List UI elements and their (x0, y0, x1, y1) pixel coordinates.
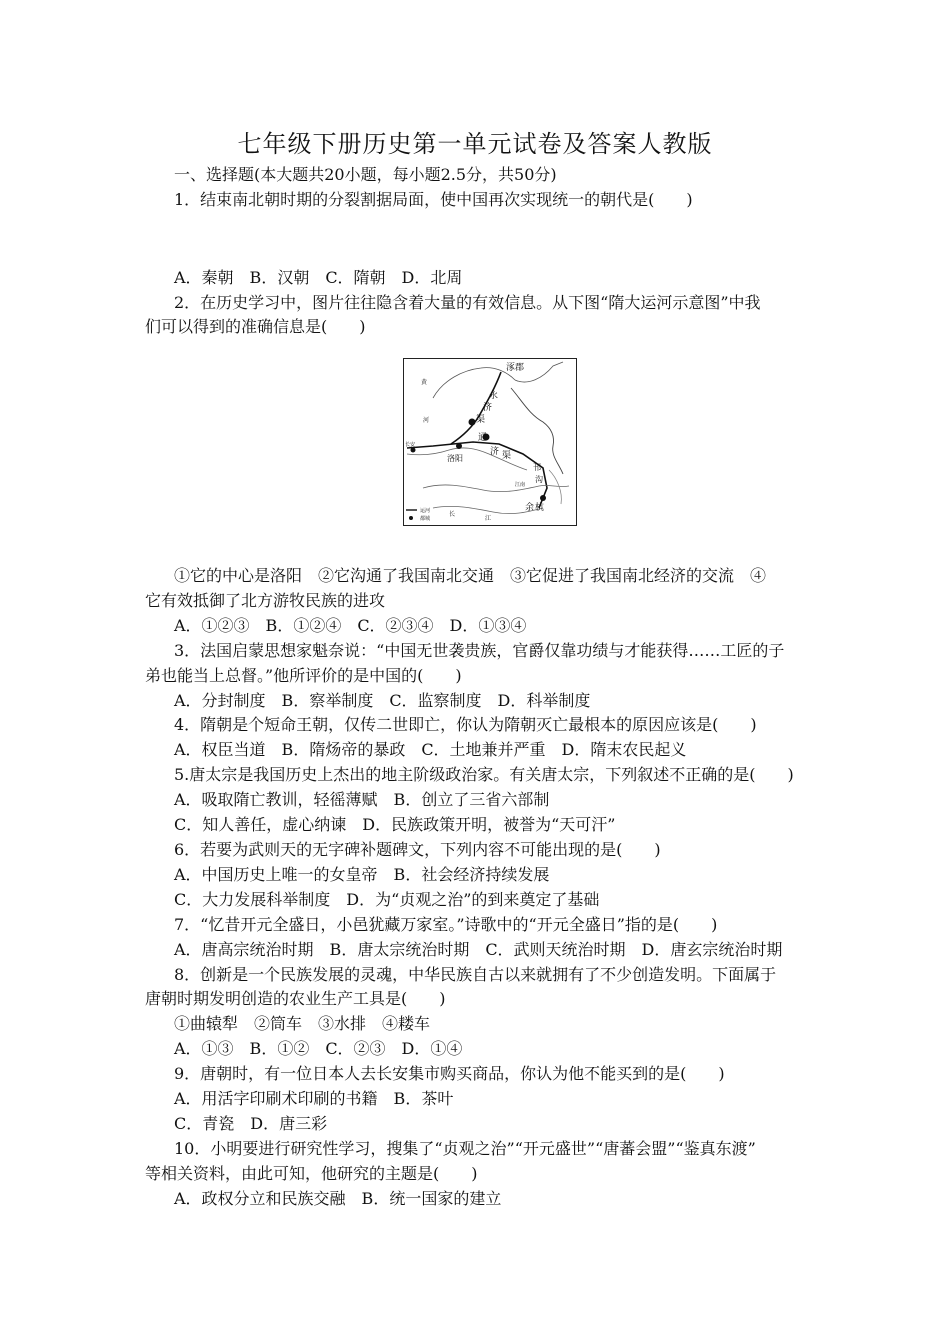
q2-options: A．①②③ B．①②④ C．②③④ D．①③④ (174, 616, 527, 635)
map-label-changan: 长安 (405, 442, 416, 448)
map-label-yong: 永 (489, 391, 499, 401)
map-label-han: 邗 (533, 463, 541, 472)
q6-stem: 6．若要为武则天的无字碑补题碑文，下列内容不可能出现的是( ) (174, 840, 661, 859)
map-label-hang: 杭 (535, 503, 545, 513)
map-label-he: 河 (423, 417, 430, 424)
map-label-jiangnan: 江南 (515, 482, 526, 488)
map-legend-canal: 运河 (420, 508, 431, 514)
map-label-ji: 济 (483, 403, 493, 413)
q8-statement: ①曲辕犁 ②筒车 ③水排 ④耧车 (174, 1014, 431, 1033)
q5-stem: 5.唐太宗是我国历史上杰出的地主阶级政治家。有关唐太宗，下列叙述不正确的是( ) (174, 765, 794, 784)
map-label-tongji-ji: 济 (490, 447, 500, 457)
q2-stem-line1: 2．在历史学习中，图片往往隐含着大量的有效信息。从下图“隋大运河示意图”中我 (174, 293, 761, 312)
q7-options: A．唐高宗统治时期 B．唐太宗统治时期 C．武则天统治时期 D．唐玄宗统治时期 (174, 940, 783, 959)
q3-options: A．分封制度 B．察举制度 C．监察制度 D．科举制度 (174, 691, 591, 710)
q10-options: A．政权分立和民族交融 B．统一国家的建立 (174, 1189, 502, 1208)
map-label-qu: 渠 (476, 415, 486, 425)
q5-options-line1: A．吸取隋亡教训，轻徭薄赋 B．创立了三省六部制 (174, 790, 550, 809)
map-label-tongji-qu: 渠 (502, 451, 512, 461)
map-label-yu: 余 (525, 503, 535, 513)
q2-stem-line2: 们可以得到的准确信息是( ) (145, 317, 366, 336)
q9-options-line1: A．用活字印刷术印刷的书籍 B．茶叶 (174, 1089, 454, 1108)
q3-stem-line2: 弟也能当上总督。”他所评价的是中国的( ) (145, 666, 462, 685)
q8-options: A．①③ B．①② C．②③ D．①④ (174, 1039, 463, 1058)
q4-stem: 4．隋朝是个短命王朝，仅传二世即亡，你认为隋朝灭亡最根本的原因应该是( ) (174, 715, 757, 734)
q9-options-line2: C．青瓷 D．唐三彩 (174, 1114, 328, 1133)
map-label-jiang: 江 (485, 515, 492, 522)
q8-stem-line1: 8．创新是一个民族发展的灵魂，中华民族自古以来就拥有了不少创造发明。下面属于 (174, 965, 777, 984)
map-legend-capital: 都城 (420, 516, 431, 522)
q4-options: A．权臣当道 B．隋炀帝的暴政 C．土地兼并严重 D．隋末农民起义 (174, 740, 687, 759)
map-label-huang: 黄 (421, 379, 428, 386)
map-label-luoyang: 洛阳 (447, 454, 463, 463)
q7-stem: 7．“忆昔开元全盛日，小邑犹藏万家室。”诗歌中的“开元全盛日”指的是( ) (174, 915, 718, 934)
q9-stem: 9．唐朝时，有一位日本人去长安集市购买商品，你认为他不能买到的是( ) (174, 1064, 725, 1083)
map-label-zhuojun: 涿郡 (506, 363, 525, 373)
map-label-gou: 沟 (535, 475, 543, 484)
grand-canal-map (403, 358, 577, 526)
q1-stem: 1．结束南北朝时期的分裂割据局面，使中国再次实现统一的朝代是( ) (174, 190, 693, 209)
q1-options: A．秦朝 B．汉朝 C．隋朝 D．北周 (174, 268, 463, 287)
map-label-chang: 长 (449, 511, 456, 518)
q6-options-line1: A．中国历史上唯一的女皇帝 B．社会经济持续发展 (174, 865, 550, 884)
q8-stem-line2: 唐朝时期发明创造的农业生产工具是( ) (145, 989, 446, 1008)
q10-stem-line1: 10．小明要进行研究性学习，搜集了“贞观之治”“开元盛世”“唐蕃会盟”“鉴真东渡” (174, 1139, 756, 1158)
q2-statement-line2: 它有效抵御了北方游牧民族的进攻 (145, 591, 386, 610)
q2-statement-line1: ①它的中心是洛阳 ②它沟通了我国南北交通 ③它促进了我国南北经济的交流 ④ (174, 566, 767, 585)
q3-stem-line1: 3．法国启蒙思想家魁奈说：“中国无世袭贵族，官爵仅靠功绩与才能获得……工匠的子 (174, 641, 785, 660)
q5-options-line2: C．知人善任，虚心纳谏 D．民族政策开明，被誉为“天可汗” (174, 815, 616, 834)
q10-stem-line2: 等相关资料，由此可知，他研究的主题是( ) (145, 1164, 478, 1183)
map-label-tong: 通 (478, 433, 488, 443)
page-title: 七年级下册历史第一单元试卷及答案人教版 (237, 130, 713, 158)
q6-options-line2: C．大力发展科举制度 D．为“贞观之治”的到来奠定了基础 (174, 890, 600, 909)
section-heading: 一、选择题(本大题共20小题，每小题2.5分，共50分) (174, 165, 557, 184)
